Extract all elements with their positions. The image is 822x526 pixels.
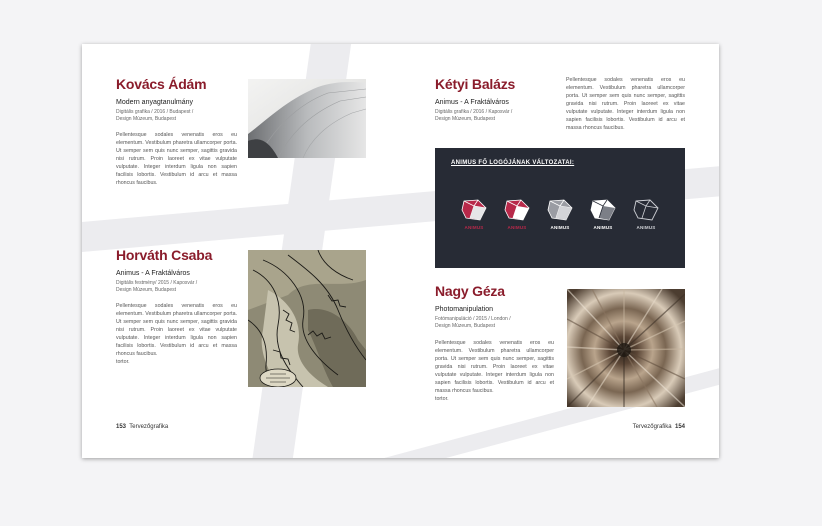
body-paragraph: Pellentesque sodales venenatis eros eu elementum. Vestibulum pharetra ullamcorper porta. Ut semper sem quis nunc semper, sagittis gravida nisi rutrum. Proin laoreet ex vitae vulputate vulputate. Integer interdum ligula non sapien facilisis lobortis. Vestibulum id arcu et massa rhoncus faucibus. — [435, 340, 554, 394]
section-title: Tervezőgrafika — [632, 424, 672, 430]
page-number: 154 — [674, 424, 685, 430]
animus-logo-icon — [503, 198, 531, 222]
work-title: Animus - A Fraktálváros — [435, 99, 509, 106]
page-folio-left — [116, 424, 168, 430]
body-text — [116, 302, 237, 366]
body-text: Pellentesque sodales venenatis eros eu elementum. Vestibulum pharetra ullamcorper porta. Ut semper sem quis nunc semper, sagittis gravida nisi rutrum. Proin laoreet ex vitae vulputate vulputate. Integer interdum ligula non sapien facilisis lobortis. Vestibulum id arcu et massa rhoncus faucibus. — [566, 77, 685, 131]
logo-label: ANIMUS — [636, 225, 656, 230]
work-title: Modern anyagtanulmány — [116, 99, 194, 106]
work-meta — [435, 316, 511, 330]
artist-name: Nagy Géza — [435, 283, 505, 299]
meta-line: Digitális festmény/ 2015 / Kaposvár / — [116, 280, 198, 286]
animus-logo-icon — [632, 198, 660, 222]
meta-line: Design Múzeum, Budapest — [435, 116, 496, 122]
body-paragraph: Pellentesque sodales venenatis eros eu elementum. Vestibulum pharetra ullamcorper porta. Ut semper sem quis nunc semper, sagittis gravida nisi rutrum. Proin laoreet ex vitae vulputate vulputate. Integer interdum ligula non sapien facilisis lobortis. Vestibulum id arcu et massa rhoncus faucibus. — [116, 303, 237, 357]
meta-line: Design Múzeum, Budapest — [116, 287, 177, 293]
logo-variant — [459, 198, 489, 230]
page-number: 153 — [116, 424, 127, 430]
artwork-image-photomanipulation — [567, 289, 685, 407]
work-meta — [116, 280, 197, 294]
work-title: Photomanipulation — [435, 306, 493, 313]
animus-logo-icon — [589, 198, 617, 222]
meta-line: Digitális grafika / 2016 / Kaposvár / — [435, 109, 513, 115]
panel-title: ANIMUS FŐ LOGÓJÁNAK VÁLTOZATAI: — [451, 160, 575, 166]
logo-variant — [502, 198, 532, 230]
meta-line: Design Múzeum, Budapest — [116, 116, 177, 122]
artwork-image-architecture — [248, 79, 366, 158]
logo-variant — [631, 198, 661, 230]
page-folio-right — [633, 424, 685, 430]
body-tail: tortor. — [435, 396, 449, 402]
logo-variants-panel — [435, 148, 685, 268]
section-title: Tervezőgrafika — [129, 424, 169, 430]
artist-name: Kétyi Balázs — [435, 76, 516, 92]
logo-variant — [588, 198, 618, 230]
artist-name: Kovács Ádám — [116, 76, 207, 92]
logo-label: ANIMUS — [550, 225, 570, 230]
meta-line: Digitális grafika / 2016 / Budapest / — [116, 109, 194, 115]
book-spread — [82, 44, 719, 458]
body-text — [435, 339, 554, 403]
meta-line: Fotómanipuláció / 2015 / London / — [435, 316, 511, 322]
work-meta — [116, 109, 193, 123]
logo-variant — [545, 198, 575, 230]
meta-line: Design Múzeum, Budapest — [435, 323, 496, 329]
work-title: Animus - A Fraktálváros — [116, 270, 190, 277]
artist-name: Horváth Csaba — [116, 247, 213, 263]
body-tail: tortor. — [116, 359, 130, 365]
body-text: Pellentesque sodales venenatis eros eu elementum. Vestibulum pharetra ullamcorper porta. Ut semper sem quis nunc semper, sagittis gravida nisi rutrum. Proin laoreet ex vitae vulputate vulputate. Integer interdum ligula non sapien facilisis lobortis. Vestibulum id arcu et massa rhoncus faucibus. — [116, 132, 237, 186]
artwork-image-fractal-drawing — [248, 250, 366, 387]
logo-label: ANIMUS — [464, 225, 484, 230]
animus-logo-icon — [546, 198, 574, 222]
animus-logo-icon — [460, 198, 488, 222]
logo-label: ANIMUS — [507, 225, 527, 230]
work-meta — [435, 109, 512, 123]
logo-label: ANIMUS — [593, 225, 613, 230]
